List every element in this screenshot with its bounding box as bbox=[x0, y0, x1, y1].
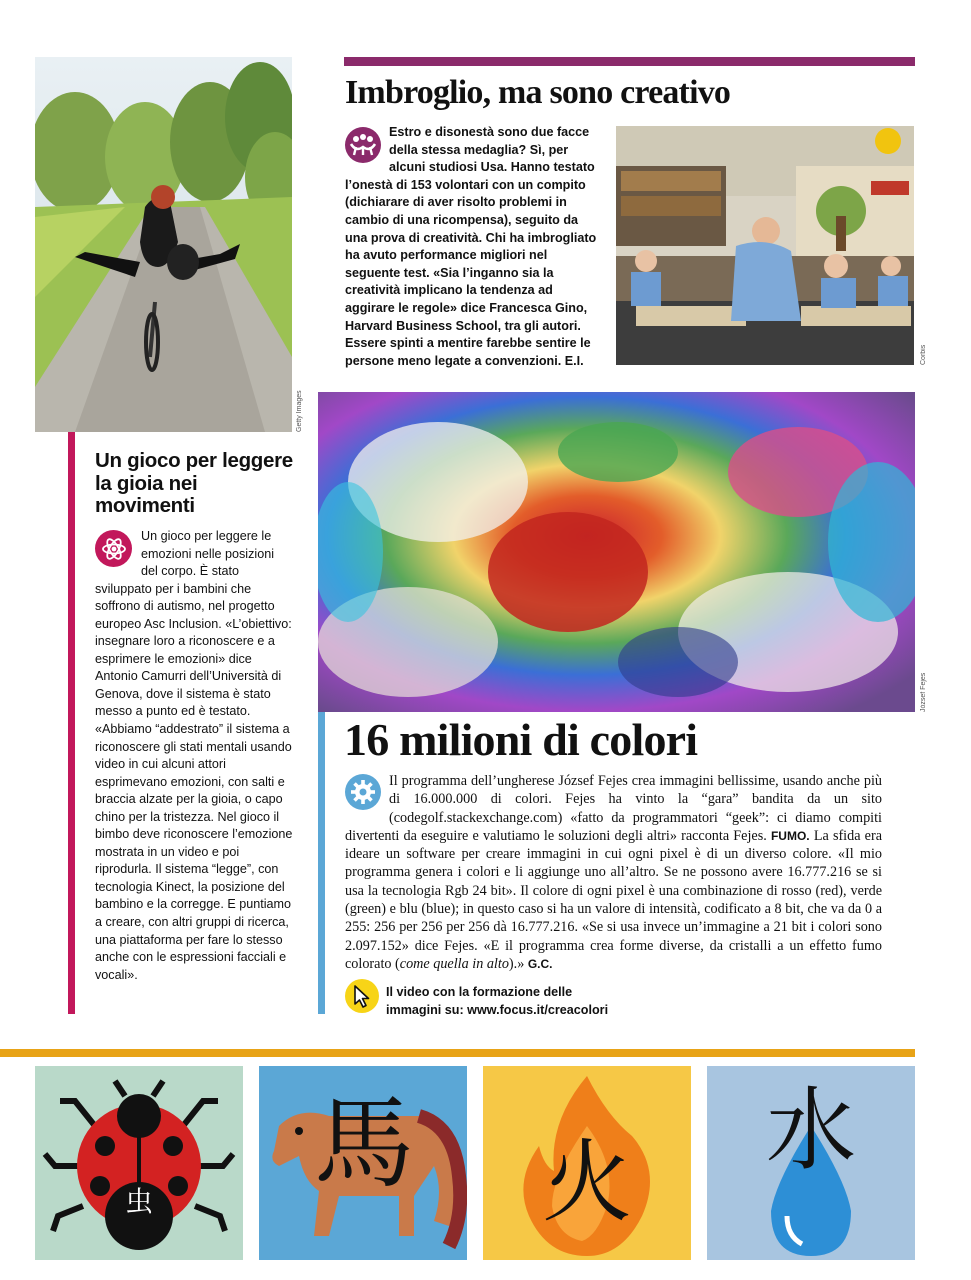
classroom-photo bbox=[616, 126, 914, 365]
tile-water bbox=[707, 1066, 915, 1260]
bottom-rule bbox=[0, 1049, 915, 1057]
photo-credit-fejes: József Fejes bbox=[920, 672, 927, 712]
article2-body bbox=[95, 528, 293, 984]
tile-ladybug bbox=[35, 1066, 243, 1260]
tile-horse bbox=[259, 1066, 467, 1260]
article3-body bbox=[345, 772, 882, 973]
video-link-url[interactable]: immagini su: www.focus.it/creacolori bbox=[386, 1002, 609, 1017]
bicycle-photo bbox=[35, 57, 292, 432]
article3-italic: come quella in alto bbox=[399, 955, 509, 972]
article2-title bbox=[95, 450, 295, 518]
photo-credit-corbis: Corbis bbox=[920, 344, 927, 365]
top-rule bbox=[344, 57, 915, 66]
article2-title-text: Un gioco per leggere la gioia nei movimenti bbox=[95, 449, 293, 517]
article3-rule bbox=[318, 712, 325, 1014]
color-fractal-image bbox=[318, 392, 915, 712]
tile-glyph-water: 水 bbox=[766, 1078, 856, 1183]
article1-text: Estro e disonestà sono due facce della stessa medaglia? Sì, per alcuni studiosi Usa. Hanno testato l’onestà di 153 volontari con un compito (dichiarare di aver risolto problemi in cambio di una ricompensa), seguito da una prova di creatività. Chi ha imbrogliato ha avuto performance migliori nel seguente test. «Sia l’inganno sia la creatività implicano la tendenza ad aggirare le regole» dice Francesca Gino, Harvard Business School, tra gli autori. Essere spinti a mentire farebbe sentire le persone meno legate a convenzioni. bbox=[345, 125, 597, 368]
article3-signature: G.C. bbox=[527, 956, 553, 971]
article2-text: Un gioco per leggere le emozioni nelle posizioni del corpo. È stato sviluppato per i bambini che soffrono di autismo, nel progetto europeo Asc Inclusion. «L’obiettivo: insegnare loro a riconoscere e a esprimere le emozioni» dice Antonio Camurri dell’Università di Genova, dove il sistema è stato messo a punto ed è testato. «Abbiamo “addestrato” il sistema a riconoscere gli stati mentali usando video in cui alcuni attori esprimevano emozioni, con salti e braccia alzate per la gioia, o capo chino per la tristezza. Nel gioco il bimbo deve riconoscere l’emozione mostrata in un video e poi riprodurla. Il sistema “legge”, con tecnologia Kinect, la posizione del bambino e la corregge. E puntiamo a creare, con altri gruppi di ricerca, una piattaforma per fare lo stesso anche con le espressioni facciali e vocali». bbox=[95, 529, 293, 982]
tile-glyph-ladybug: 虫 bbox=[124, 1185, 153, 1218]
video-link-line1: Il video con la formazione delle bbox=[386, 985, 573, 999]
video-link[interactable] bbox=[386, 984, 608, 1019]
article3-title: 16 milioni di colori bbox=[344, 714, 698, 765]
tile-glyph-fire: 火 bbox=[542, 1130, 632, 1235]
article3-para1: Il programma dell’ungherese József Fejes crea immagini bellissime, usando anche più di 16.000.000 di colori. Fejes ha vinto la “gara” bandita da un sito (codegolf.stackexchange.com) «fatto da programmatori “geek”: ci diamo compiti divertenti da eseguire e valutiamo le soluzioni degli altri» racconta Fejes. bbox=[345, 773, 882, 844]
article1-body bbox=[345, 124, 603, 370]
article3-lead: FUMO. bbox=[770, 828, 810, 843]
photo-credit-getty: Getty Images bbox=[296, 390, 303, 432]
tile-glyph-horse: 馬 bbox=[314, 1085, 414, 1202]
article2-rule bbox=[68, 432, 75, 1014]
tile-fire bbox=[483, 1066, 691, 1260]
article3-para2-end: ).» bbox=[508, 955, 525, 972]
cursor-icon bbox=[345, 979, 379, 1013]
article1-title: Imbroglio, ma sono creativo bbox=[345, 74, 731, 111]
article3-para2: La sfida era ideare un software per creare immagini in cui ogni pixel è di un diverso colore. «Il mio programma genera i colori e li aggiunge uno all’altro. Se ne possono avere 16.777.216 se si usa la tecnologia Rgb 24 bit». Il colore di ogni pixel è una combinazione di rosso (red), verde (green) e blu (blue); in questo caso si ha un valore di intensità, codificato a 8 bit, che va da 0 a 255: 256 per 256 per 256 dà 16.777.216. «Se si usa invece un’immagine a 21 bit i colori sono 2.097.152» dice Fejes. «E il programma crea forme diverse, da cristalli a un effetto fumo colorato ( bbox=[345, 827, 882, 972]
article1-signature: E.I. bbox=[564, 353, 584, 368]
